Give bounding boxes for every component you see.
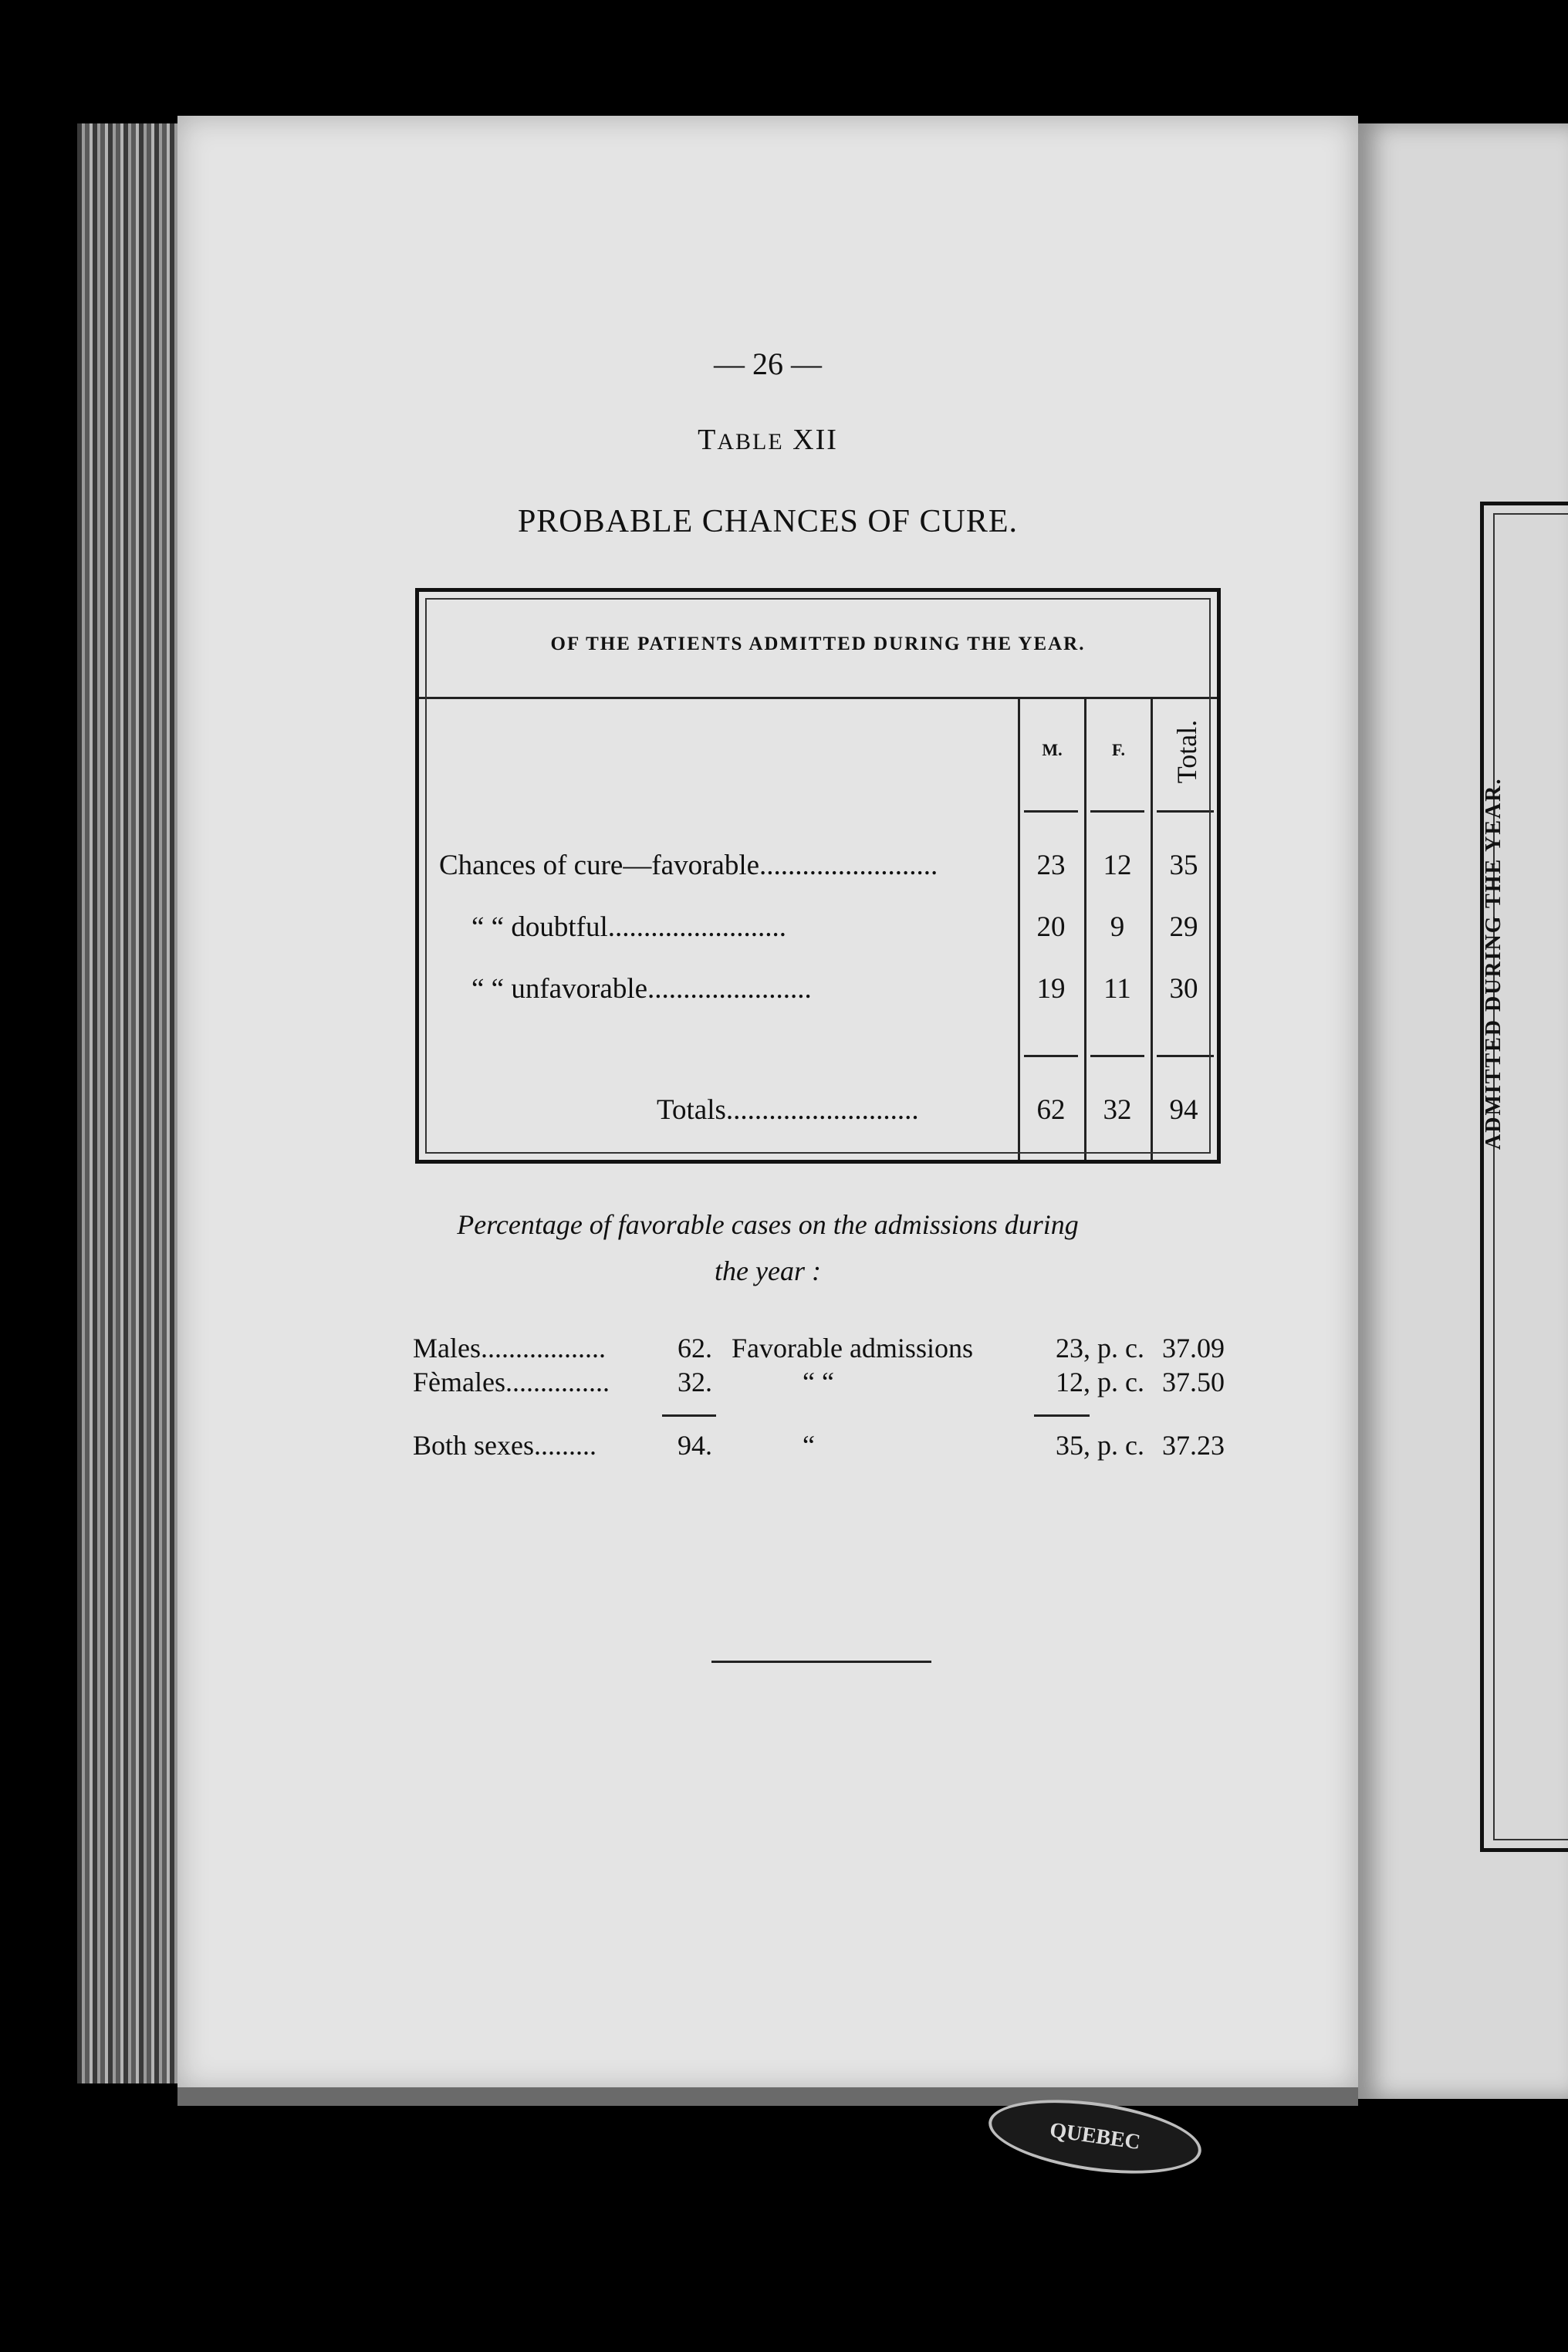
row-label-totals: Totals........................... xyxy=(657,1094,919,1126)
pct-desc: “ “ xyxy=(803,1367,834,1397)
pct-value: 37.09 xyxy=(1162,1333,1225,1364)
pct-count: 32. xyxy=(678,1367,712,1397)
page-number: — 26 — xyxy=(714,346,822,381)
column-divider xyxy=(1018,697,1020,1160)
pct-count: 94. xyxy=(678,1430,712,1461)
pct-favorable: 35, p. c. xyxy=(1056,1430,1144,1461)
table-header: OF THE PATIENTS ADMITTED DURING THE YEAR. xyxy=(419,592,1217,699)
sum-rule xyxy=(662,1414,716,1417)
document-title: PROBABLE CHANCES OF CURE. xyxy=(517,504,1019,539)
cell-total: 30 xyxy=(1169,973,1198,1005)
row-label-favorable: Chances of cure—favorable......................... xyxy=(439,850,938,881)
end-rule xyxy=(711,1661,931,1663)
cell-total: 29 xyxy=(1169,911,1198,943)
table-label: TABLE XII xyxy=(698,424,838,456)
pct-value: 37.50 xyxy=(1162,1367,1225,1397)
column-divider xyxy=(1084,697,1086,1160)
cell-f: 12 xyxy=(1103,850,1132,881)
right-page-frame xyxy=(1480,502,1568,1852)
cell-total: 94 xyxy=(1169,1094,1198,1126)
row-label-doubtful: “ “ doubtful......................... xyxy=(471,911,786,943)
right-page-rotated-text: ADMITTED DURING THE YEAR. xyxy=(1482,777,1505,1150)
pct-value: 37.23 xyxy=(1162,1430,1225,1461)
cure-chances-table xyxy=(415,588,1221,1164)
column-header-m: M. xyxy=(1042,740,1063,759)
header-rule xyxy=(1090,810,1144,813)
header-rule xyxy=(1157,810,1214,813)
header-rule xyxy=(1024,810,1078,813)
totals-rule xyxy=(1090,1055,1144,1057)
cell-total: 35 xyxy=(1169,850,1198,881)
right-page-frame-inner xyxy=(1493,513,1568,1840)
column-header-total: Total. xyxy=(1171,719,1202,784)
library-stamp: QUEBEC xyxy=(984,2088,1206,2185)
pct-label: Both sexes......... xyxy=(413,1430,596,1461)
cell-m: 62 xyxy=(1036,1094,1066,1126)
note-line-2: the year : xyxy=(715,1255,821,1286)
totals-rule xyxy=(1024,1055,1078,1057)
page-edges xyxy=(77,123,185,2083)
column-header-f: F. xyxy=(1112,740,1125,759)
cell-f: 32 xyxy=(1103,1094,1132,1126)
cell-m: 23 xyxy=(1036,850,1066,881)
totals-rule xyxy=(1157,1055,1214,1057)
bottom-binding xyxy=(177,2087,1358,2106)
pct-desc: “ xyxy=(803,1430,815,1461)
pct-label: Fèmales............... xyxy=(413,1367,610,1397)
column-divider xyxy=(1151,697,1153,1160)
pct-label: Males.................. xyxy=(413,1333,606,1364)
note-line-1: Percentage of favorable cases on the admissions during xyxy=(457,1209,1079,1240)
cell-f: 9 xyxy=(1110,911,1125,943)
pct-favorable: 23, p. c. xyxy=(1056,1333,1144,1364)
cell-f: 11 xyxy=(1103,973,1131,1005)
pct-favorable: 12, p. c. xyxy=(1056,1367,1144,1397)
pct-count: 62. xyxy=(678,1333,712,1364)
cell-m: 19 xyxy=(1036,973,1066,1005)
sum-rule xyxy=(1034,1414,1090,1417)
row-label-unfavorable: “ “ unfavorable....................... xyxy=(471,973,812,1005)
cell-m: 20 xyxy=(1036,911,1066,943)
pct-desc: Favorable admissions xyxy=(732,1333,973,1364)
